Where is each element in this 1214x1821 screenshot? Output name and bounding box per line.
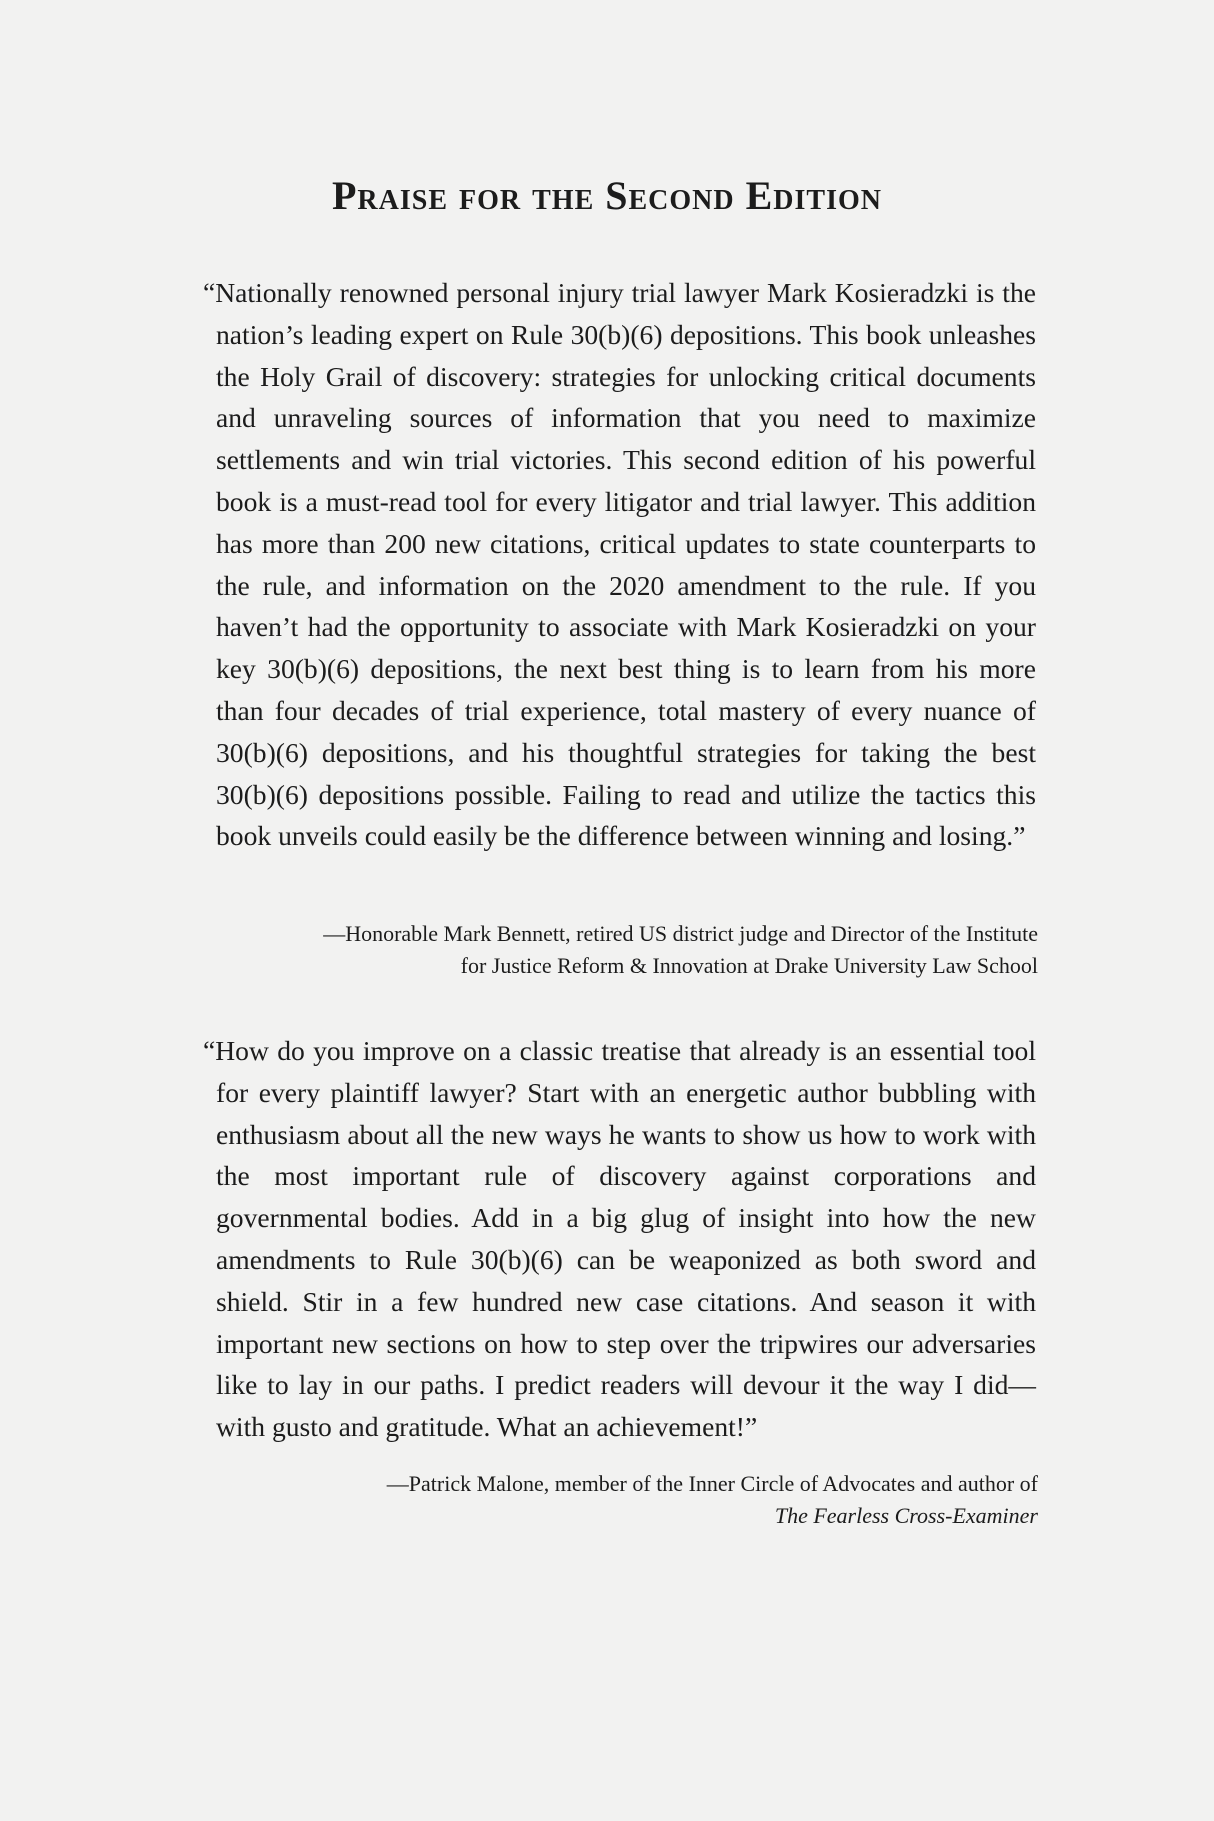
- attribution-line: for Justice Reform & Innovation at Drake University Law School: [460, 953, 1038, 978]
- book-title: The Fearless Cross-Examiner: [774, 1503, 1038, 1528]
- attribution-line: —Patrick Malone, member of the Inner Circle of Advocates and author of: [386, 1471, 1038, 1496]
- praise-quote-malone: “How do you improve on a classic treatise that already is an essential tool for every plaintiff lawyer? Start with an energetic author bubbling with enthusiasm about all the new ways he wants to show us how to work with the most important rule of discovery against corporations and governmental bodies. Add in a big glug of insight into how the new amendments to Rule 30(b)(6) can be weaponized as both sword and shield. Stir in a few hundred new case citations. And season it with important new sections on how to step over the tripwires our adversaries like to lay in our paths. I predict readers will devour it the way I did—with gusto and gratitude. What an achievement!”: [203, 1035, 1036, 1443]
- praise-attribution-malone: [138, 1468, 1038, 1532]
- attribution-line: —Honorable Mark Bennett, retired US district judge and Director of the Institute: [323, 921, 1038, 946]
- praise-quote-bennett: “Nationally renowned personal injury trial lawyer Mark Kosieradzki is the nation’s leading expert on Rule 30(b)(6) depositions. This book unleashes the Holy Grail of discovery: strategies for unlocking critical documents and unraveling sources of information that you need to maximize settlements and win trial victories. This second edition of his powerful book is a must-read tool for every litigator and trial lawyer. This addition has more than 200 new citations, critical updates to state counterparts to the rule, and information on the 2020 amendment to the rule. If you haven’t had the opportunity to associate with Mark Kosieradzki on your key 30(b)(6) depositions, the next best thing is to learn from his more than four decades of trial experience, total mastery of every nuance of 30(b)(6) depositions, and his thoughtful strategies for taking the best 30(b)(6) depositions possible. Failing to read and utilize the tactics this book unveils could easily be the difference between winning and losing.”: [203, 277, 1036, 852]
- page-title: Praise for the Second Edition: [332, 173, 882, 218]
- praise-attribution-bennett: [138, 918, 1038, 982]
